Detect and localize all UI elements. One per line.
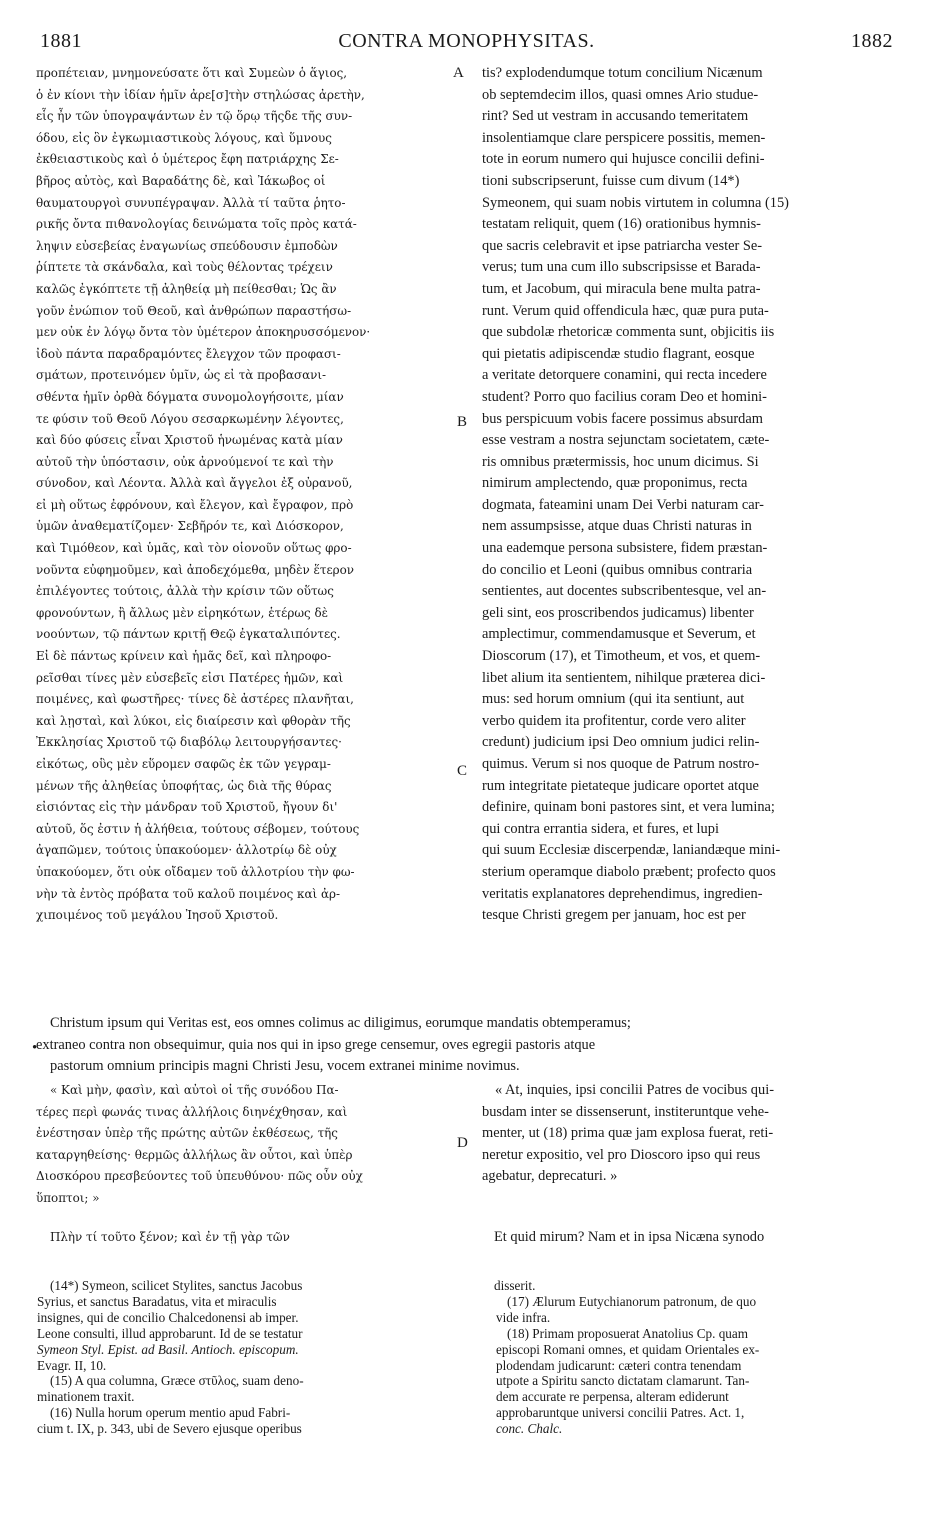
margin-marker-b: B xyxy=(457,414,468,430)
greek-line: εἰσιόντας εἰς τὴν μάνδραν τοῦ Χριστοῦ, ἤγουν δι' xyxy=(36,800,338,815)
greek-line: νὴν τὰ ἐντὸς πρόβατα τοῦ καλοῦ ποιμένος καὶ ἀρ- xyxy=(36,886,340,901)
latin-line: credunt) judicium ipsi Deo omnium judici relin- xyxy=(482,734,760,751)
footnote-line: plodendam judicarunt: cæteri contra tenendam xyxy=(496,1357,742,1373)
footnote-line: (18) Primam proposuerat Anatolius Cp. quam xyxy=(507,1325,749,1341)
latin-line: qui suum Ecclesiæ discerpendæ, laniandæque mini- xyxy=(482,842,781,859)
latin-line: menter, ut (18) prima quæ jam explosa fuerat, reti- xyxy=(482,1125,774,1142)
margin-marker-c: C xyxy=(457,763,468,779)
footnote-line: vide infra. xyxy=(496,1309,551,1325)
footnote-line: (15) A qua columna, Græce στῦλος, suam deno- xyxy=(50,1373,304,1389)
greek-line: σύνοδον, καὶ Λέοντα. Ἀλλὰ καὶ ἄγγελοι ἐξ οὐρανοῦ, xyxy=(36,476,353,491)
latin-line: nimirum amplectendo, quæ proponimus, recta xyxy=(482,475,748,492)
latin-line: sterium operamque diabolo præbent; profecto quos xyxy=(482,863,776,880)
latin-line: mus: sed horum omnium (qui ita sentiunt, aut xyxy=(482,691,745,708)
latin-line: una eademque persona subsistere, fidem præstan- xyxy=(482,540,768,557)
latin-line: busdam inter se dissenserunt, institeruntque vehe- xyxy=(482,1103,769,1120)
latin-fullwidth-paragraph xyxy=(36,1013,631,1078)
greek-line: θαυματουργοὶ συνυπέγραψαν. Ἀλλὰ τί ταῦτα ῥητο- xyxy=(36,195,346,210)
footnote-line: Evagr. II, 10. xyxy=(37,1357,107,1373)
greek-line: ὑπακούομεν, ὅτι οὐκ οἴδαμεν τοῦ ἀλλοτρίου τὴν φω- xyxy=(36,864,355,879)
latin-line: que sacris celebravit et ipse patriarcha vester Se- xyxy=(482,237,763,254)
margin-marker-d: D xyxy=(457,1135,468,1151)
latin-line: do concilio et Leoni (quibus omnibus contraria xyxy=(482,561,753,578)
latin-line: definire, quinam boni pastores sint, et vera lumina; xyxy=(482,799,775,816)
latin-line: runt. Verum quid offendicula hæc, quæ pura puta- xyxy=(482,302,769,319)
latin-line: que subdolæ rhetoricæ commenta sunt, objicitis iis xyxy=(482,324,775,341)
latin-line: dogmata, fateamini unam Dei Verbi naturam car- xyxy=(482,496,764,513)
latin-line: qui contra errantia sidera, et fures, et lupi xyxy=(482,820,719,837)
greek-line: ληψιν εὐσεβείας ἐναγωνίως σπεύδουσιν ἐμποδὼν xyxy=(36,238,338,253)
greek-line: μεν οὐκ ἐν λόγῳ ὄντα τὸν ὑμέτερον ἀποκηρυσσόμενον· xyxy=(36,325,371,340)
latin-line: verbo quidem ita profitentur, corde vero aliter xyxy=(482,712,746,729)
greek-line: τέρες περὶ φωνάς τινας ἀλλήλοις διηνέχθησαν, καὶ xyxy=(36,1104,348,1119)
right-page-number: 1882 xyxy=(851,30,893,52)
footnote-line: cium t. IX, p. 343, ubi de Severo ejusque operibus xyxy=(37,1421,302,1437)
latin-line: Dioscorum (17), et Timotheum, et vos, et quem- xyxy=(482,648,761,665)
latin-line: rum integritate pietateque judicare oportet atque xyxy=(482,777,759,794)
greek-line: καλῶς ἐγκόπτετε τῇ ἀληθείᾳ μὴ πείθεσθαι; Ὡς ἂν xyxy=(36,281,337,296)
footnotes-left xyxy=(37,1278,304,1437)
margin-bullet: • xyxy=(32,1040,38,1056)
greek-line: όδου, εἰς ὃν ἐγκωμιαστικοὺς λόγους, καὶ ὕμνους xyxy=(36,130,332,145)
latin-line: tesque Christi gregem per januam, hoc est per xyxy=(482,907,746,924)
latin-line: verus; tum una cum illo subscripsisse et Barada- xyxy=(482,259,761,276)
latin-line: « At, inquies, ipsi concilii Patres de vocibus qui- xyxy=(495,1082,774,1098)
greek-line: ῥίπτετε τὰ σκάνδαλα, καὶ τοὺς θέλοντας τρέχειν xyxy=(36,260,333,275)
greek-line: καταργηθείσης· θερμῶς ἀλλήλως ἂν οὗτοι, καὶ ὑπὲρ xyxy=(36,1147,353,1162)
greek-line: Εἰ δὲ πάντως κρίνειν καὶ ἡμᾶς δεῖ, καὶ πληροφο- xyxy=(36,649,332,664)
greek-line: βῆρος αὐτὸς, καὶ Βαραδάτης δὲ, καὶ Ἰάκωβος οἱ xyxy=(36,173,326,188)
latin-line: Symeonem, qui suam nobis virtutem in columna (15) xyxy=(482,194,789,211)
greek-line: καὶ δύο φύσεις εἶναι Χριστοῦ ἡνωμένας κατὰ μίαν xyxy=(36,433,343,448)
greek-line: προπέτειαν, μνημονεύσατε ὅτι καὶ Συμεὼν ὁ ἅγιος, xyxy=(36,66,348,80)
latin-line: bus perspicuum vobis facere possimus absurdam xyxy=(482,410,763,427)
latin-line: esse vestram a nostra sejunctam societatem, cæte- xyxy=(482,432,770,449)
greek-closing-line: Πλὴν τί τοῦτο ξένον; καὶ ἐν τῇ γὰρ τῶν xyxy=(50,1230,290,1244)
latin-wide-line: extraneo contra non obsequimur, quia nos qui in ipso grege censemur, oves egregii pastoris atque xyxy=(36,1036,596,1053)
latin-wide-line: Christum ipsum qui Veritas est, eos omnes colimus ac diligimus, eorumque mandatis obtemperamus; xyxy=(50,1015,631,1031)
footnote-line: dem accurate re perpensa, alteram ediderunt xyxy=(496,1389,729,1405)
greek-line: φρονούντων, ἢ ἄλλως μὲν εἰρηκότων, ἑτέρως δὲ xyxy=(36,605,329,620)
footnote-line: utpote a Spiritu sancto dictatam clamarunt. Tan- xyxy=(496,1373,750,1389)
latin-line: tis? explodendumque totum concilium Nicænum xyxy=(482,65,763,81)
latin-line: tote in eorum numero qui hujusce concilii defini- xyxy=(482,151,765,168)
greek-line: εἷς ἦν τῶν ὑπογραψάντων ἐν τῷ ὅρῳ τῆςδε τῆς συν- xyxy=(36,109,353,124)
greek-line: ποιμένες, καὶ φωστῆρες· τίνες δὲ ἀστέρες πλανῆται, xyxy=(36,692,354,707)
greek-line: ἀγαπῶμεν, τούτοις ὑπακούομεν· ἀλλοτρίῳ δὲ οὐχ xyxy=(36,843,337,858)
latin-line: ob septemdecim illos, quasi omnes Ario studue- xyxy=(482,86,759,103)
footnote-line: (14*) Symeon, scilicet Stylites, sanctus Jacobus xyxy=(50,1278,303,1293)
greek-line: ὕποπτοι; » xyxy=(36,1190,100,1205)
latin-objection-paragraph xyxy=(482,1080,774,1188)
latin-line: qui pietatis adipiscendæ studio flagrant, eosque xyxy=(482,345,755,362)
latin-text-column xyxy=(482,63,789,927)
greek-line: « Καὶ μὴν, φασὶν, καὶ αὐτοὶ οἱ τῆς συνόδου Πα- xyxy=(50,1083,339,1097)
greek-line: Ἐκκλησίας Χριστοῦ τῷ διαβόλῳ λειτουργήσαντες· xyxy=(36,735,342,750)
greek-line: σμάτων, προτεινόμεν ὑμῖν, ὡς εἰ τὰ προβασανι- xyxy=(36,368,327,383)
greek-line: σθέντα ἡμῖν ὀρθὰ δόγματα συνομολογήσοιτε, μίαν xyxy=(36,389,344,404)
latin-line: ris omnibus prætermissis, hoc unum dicimus. Si xyxy=(482,453,759,470)
greek-line: ρικῆς ὄντα πιθανολογίας δεινώματα τοῖς πρὸς κατά- xyxy=(36,217,357,232)
greek-line: Διοσκόρου πρεσβεύοντες τοῦ ὑπευθύνου· πῶς οὖν οὐχ xyxy=(36,1169,363,1184)
latin-line: a veritate detorquere conamini, qui recta incedere xyxy=(482,367,767,384)
greek-line: τε φύσιν τοῦ Θεοῦ Λόγου σεσαρκωμένην λέγοντες, xyxy=(36,411,344,426)
greek-line: εἰ μὴ οὕτως ἐφρόνουν, καὶ ἔλεγον, καὶ ἔγραφον, πρὸ xyxy=(36,497,354,512)
greek-line: χιποιμένος τοῦ μεγάλου Ἰησοῦ Χριστοῦ. xyxy=(36,908,279,923)
latin-line: agebatur, deprecaturi. » xyxy=(482,1168,618,1185)
margin-marker-a: A xyxy=(453,65,464,81)
running-title: CONTRA MONOPHYSITAS. xyxy=(338,30,595,52)
greek-line: ὁ ἐν κίονι τὴν ἰδίαν ἡμῖν ἀρε[σ]τὴν στηλώσας ἀρετὴν, xyxy=(36,87,365,102)
greek-line: αὐτοῦ τὴν ὑπόστασιν, οὐκ ἀρνούμενοί τε καὶ τὴν xyxy=(36,454,334,469)
footnote-line: (16) Nulla horum operum mentio apud Fabri- xyxy=(50,1405,291,1421)
latin-line: neretur expositio, vel pro Dioscoro ipso qui reus xyxy=(482,1146,761,1163)
latin-line: libet alium ita sentientem, nihilque præterea dici- xyxy=(482,669,766,686)
footnotes-right xyxy=(496,1278,759,1437)
greek-line: ρεῖσθαι τίνες μὲν εὐσεβεῖς εἰσι Πατέρες ἡμῶν, καὶ xyxy=(36,670,344,685)
greek-line: νοούντων, τῷ πάντων κριτῇ Θεῷ ἐγκαταλιπόντες. xyxy=(36,627,341,642)
greek-line: ἐκθειαστικοὺς καὶ ὁ ὑμέτερος ἔφη πατριάρχης Σε- xyxy=(36,152,339,167)
greek-line: ἐπιλέγοντες τούτοις, ἀλλὰ τὴν κρίσιν τῶν οὕτως xyxy=(36,584,334,599)
footnote-line: insignes, qui de concilio Chalcedonensi ab imper. xyxy=(37,1309,299,1325)
footnote-line: conc. Chalc. xyxy=(496,1421,563,1437)
footnote-line: disserit. xyxy=(494,1278,536,1293)
left-page-number: 1881 xyxy=(40,30,82,52)
greek-line: καὶ λῃσταὶ, καὶ λύκοι, εἰς διαίρεσιν καὶ φθορὰν τῆς xyxy=(36,713,351,728)
greek-line: ὑμῶν ἀναθεματίζομεν· Σεβῆρόν τε, καὶ Διόσκορον, xyxy=(36,519,344,534)
latin-line: geli sint, eos proscribendos judicamus) libenter xyxy=(482,604,754,621)
latin-line: amplectimur, commendamusque et Severum, et xyxy=(482,626,756,643)
greek-line: νοῦντα εὐφημοῦμεν, καὶ ἀποδεχόμεθα, μηδὲν ἕτερον xyxy=(36,562,354,577)
greek-line: εἰκότως, οὓς μὲν εὕρομεν σαφῶς ἐκ τῶν γεγραμ- xyxy=(36,757,331,771)
greek-text-column xyxy=(36,63,370,927)
footnote-line: approbaruntque universi concilii Patres. Act. 1, xyxy=(496,1405,745,1421)
greek-line: αὐτοῦ, ὅς ἐστιν ἡ ἀλήθεια, τούτους σέβομεν, τούτους xyxy=(36,821,360,836)
latin-line: tum, et Jacobum, qui miracula bene multa patra- xyxy=(482,280,761,297)
greek-objection-paragraph xyxy=(36,1080,363,1210)
latin-line: rint? Sed ut vestram in accusando temeritatem xyxy=(482,108,749,125)
greek-line: καὶ Τιμόθεον, καὶ ὑμᾶς, καὶ τὸν οἱονοῦν οὕτως φρο- xyxy=(36,541,352,556)
latin-closing-line: Et quid mirum? Nam et in ipsa Nicæna synodo xyxy=(494,1229,765,1245)
latin-line: nem assumpsisse, atque duas Christi naturas in xyxy=(482,518,752,535)
latin-line: quimus. Verum si nos quoque de Patrum nostro- xyxy=(482,756,760,772)
footnote-line: (17) Ælurum Eutychianorum patronum, de quo xyxy=(507,1293,757,1309)
latin-line: tioni subscripserunt, fuisse cum divum (14*) xyxy=(482,172,740,189)
latin-line: student? Porro quo facilius coram Deo et homini- xyxy=(482,388,767,405)
greek-line: μένων τῆς ἀληθείας ὑποφήτας, ὡς διὰ τῆς θύρας xyxy=(36,778,332,793)
footnote-line: Syrius, et sanctus Baradatus, vita et miraculis xyxy=(37,1293,277,1309)
greek-line: γοῦν ἐνώπιον τοῦ Θεοῦ, καὶ ἀνθρώπων παραστήσω- xyxy=(36,303,352,318)
latin-line: testatam reliquit, quem (16) orationibus hymnis- xyxy=(482,216,761,233)
footnote-line: Symeon Styl. Epist. ad Basil. Antioch. episcopum. xyxy=(37,1341,299,1357)
footnote-line: Leone consulti, illud approbarunt. Id de se testatur xyxy=(37,1325,303,1341)
footnote-line: minationem traxit. xyxy=(37,1389,135,1405)
latin-line: sentientes, aut docentes subscribentesque, vel an- xyxy=(482,583,767,600)
greek-line: ἰδοὺ πάντα παραδραμόντες ἔλεγχον τῶν προφασι- xyxy=(36,346,341,361)
footnote-line: episcopi Romani omnes, et quidam Orientales ex- xyxy=(496,1341,760,1357)
latin-line: veritatis explanatores deprehendimus, ingredien- xyxy=(482,885,763,902)
latin-line: insolentiamque clare perspicere possitis, memen- xyxy=(482,129,766,146)
latin-wide-line: pastorum omnium principis magni Christi Jesu, vocem extranei minime novimus. xyxy=(50,1058,520,1075)
greek-line: ἐνέστησαν ὑπὲρ τῆς πρώτης αὐτῶν ἐκθέσεως, τῆς xyxy=(36,1126,338,1141)
